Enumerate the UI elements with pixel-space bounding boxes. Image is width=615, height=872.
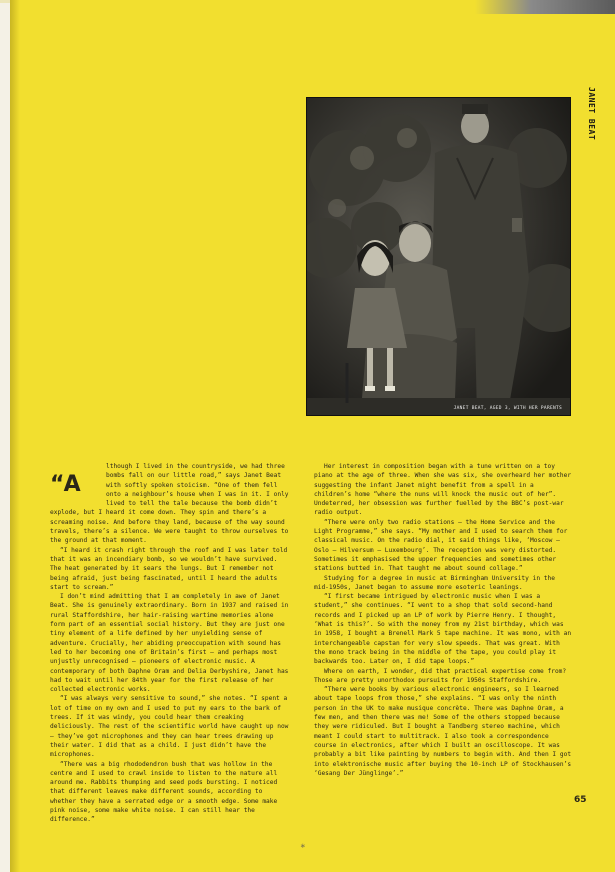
dropcap-container bbox=[50, 462, 106, 508]
scan-shadow bbox=[475, 0, 615, 14]
paragraph: “There were only two radio stations – the Home Service and the Light Programme,” she says. “My mother and I used to search them for classical music. On the radio dial, it said things like, ‘Moscow – Oslo – Hilversum – Luxembourg’. The reception was very distorted. Sometimes it emphasised the upper frequencies and sometimes other stations butted in. That taught me about sound collage.” bbox=[314, 518, 568, 573]
paragraph: “I heard it crash right through the roof and I was later told that it was an incendiary bomb, so we wouldn’t have survived. The heat generated by it sears the lungs. But I remember not being afraid, just being fascinated, until I heard the adults start to scream.” bbox=[50, 546, 288, 591]
running-head: JANET BEAT bbox=[587, 87, 596, 141]
family-photo bbox=[306, 97, 571, 416]
paragraph: Studying for a degree in music at Birmingham University in the mid-1950s, Janet began to assume more esoteric leanings. bbox=[314, 574, 555, 591]
dropcap: “A bbox=[50, 472, 83, 497]
photo-illustration bbox=[307, 98, 571, 416]
paragraph: “I first became intrigued by electronic music when I was a student,” she continues. “I went to a shop that sold second-hand records and I picked up an LP of work by Pierre Henry. I thought, ‘What is this?’. So with the money from my 21st birthday, which was in 1958, I bought a Brenell Mark 5 tape machine. It was mono, with an interchangeable capstan for very slow speeds. That was great. With the mono track being in the middle of the tape, you could play it backwards too. Later on, I did tape loops.” bbox=[314, 593, 572, 666]
paragraph: I don’t mind admitting that I am completely in awe of Janet Beat. She is genuinely extraordinary. Born in 1937 and raised in rural Staffordshire, her hair-raising wartime memories alone form part of an essential social history. But they are just one tiny element of a life defined by her unyielding sense of adventure. Crucially, her abiding preoccupation with sound has led to her becoming one of Britain’s first – and perhaps most unjustly unrecognised – pioneers of electronic music. A contemporary of both Daphne Oram and Delia Derbyshire, Janet has had to wait until her 84th year for the first release of her collected electronic works. bbox=[50, 593, 289, 694]
article-column-left bbox=[50, 462, 290, 825]
paragraph: Where on earth, I wonder, did that practical expertise come from? Those are pretty unorthodox pursuits for 1950s Staffordshire. bbox=[314, 667, 567, 684]
photo-caption: JANET BEAT, AGED 3, WITH HER PARENTS bbox=[453, 406, 562, 411]
paragraph: “There was a big rhododendron bush that was hollow in the centre and I used to crawl inside to listen to the nature all around me. Rabbits thumping and seed pods bursting. I noticed that different leaves make different sounds, according to whether they have a serrated edge or a smooth edge. Some make pink noise, some make white noise. I can still hear the difference.” bbox=[50, 760, 278, 824]
paragraph: “There were books by various electronic engineers, so I learned about tape loops from those,” she explains. “I was only the ninth person in the UK to make musique concrète. There was Daphne Oram, a few men, and then there was me! Some of the others stopped because they were ridiculed. But I bought a Tandberg stereo machine, which meant I could start to multitrack. I also took a correspondence course in electronics, after which I built an oscilloscope. It was probably a bit like painting by numbers to begin with. And then I got into elektronische music after buying the 10-inch LP of Stockhausen’s ‘Gesang Der Jünglinge’.” bbox=[314, 686, 572, 777]
paragraph: “I was always very sensitive to sound,” she notes. “I spent a lot of time on my own and I used to put my ears to the bark of trees. If it was windy, you could hear them creaking deliciously. The rest of the scientific world have caught up now – they’ve got microphones and they can hear trees drawing up their water. I did that as a child. I just didn’t have the microphones. bbox=[50, 695, 289, 759]
paragraph: Her interest in composition began with a tune written on a toy piano at the age of three. When she was six, she overheard her mother suggesting the infant Janet might benefit from a spell in a children’s home “where the nuns will knock the music out of her”. Undeterred, her obsession was further fuelled by the BBC’s post-war radio output. bbox=[314, 463, 572, 517]
footer-mark: ∗ bbox=[300, 842, 306, 850]
paragraph: lthough I lived in the countryside, we had three bombs fall on our little road,” says Janet Beat with softly spoken stoicism. “One of them fell onto a neighbour’s house when I was in it. I only lived to tell the tale because the bomb didn’t explode, but I heard it come down. They spin and there’s a screaming noise. And before they land, because of the way sound travels, there’s a silence. We were taught to throw ourselves to the ground at that moment. bbox=[50, 463, 289, 545]
page-number: 65 bbox=[574, 795, 587, 805]
article-column-right bbox=[314, 462, 572, 778]
